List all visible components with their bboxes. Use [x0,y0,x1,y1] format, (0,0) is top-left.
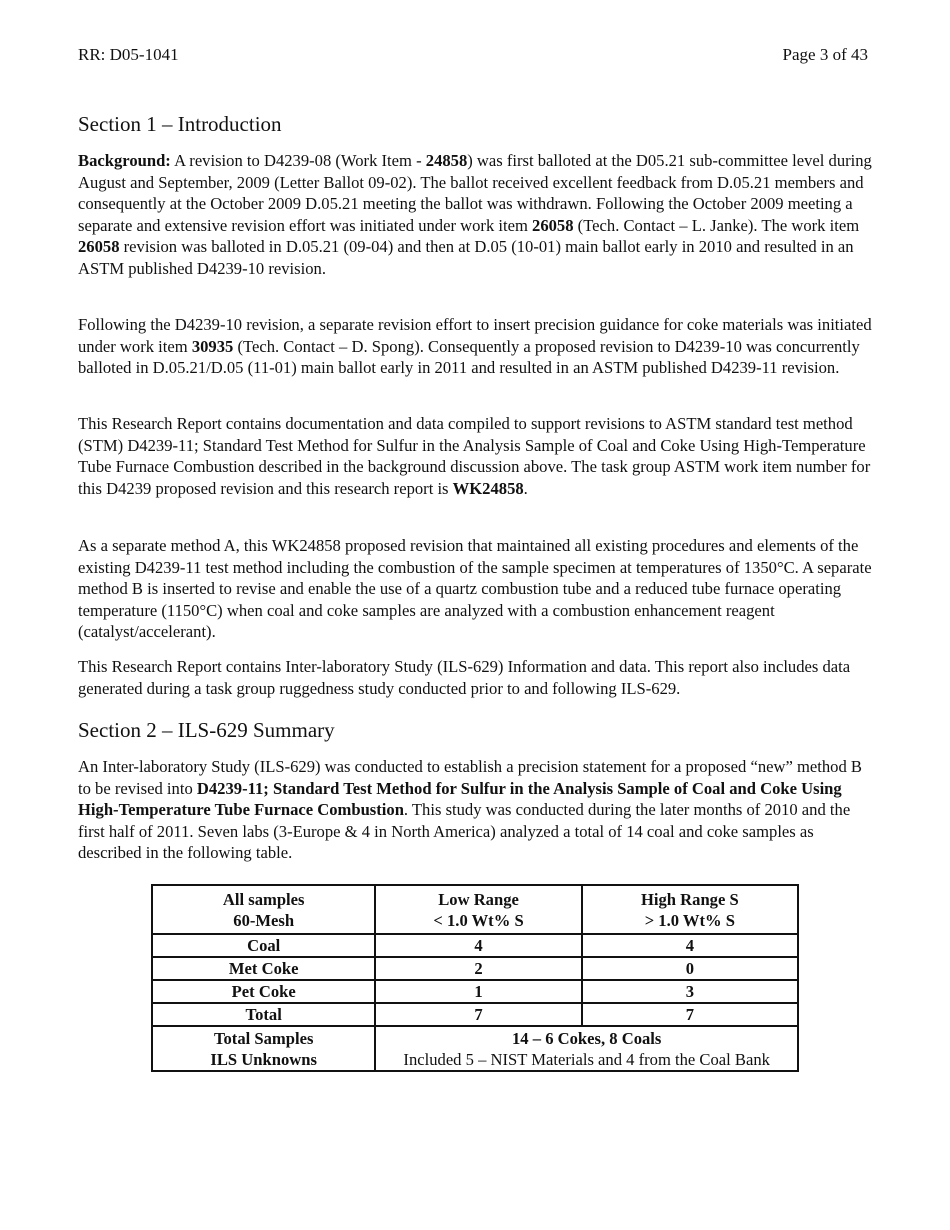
header-high-range: High Range S > 1.0 Wt% S [582,885,798,934]
background-paragraph [78,150,878,279]
footer-label: Total Samples ILS Unknowns [152,1026,375,1071]
table-row [152,957,798,980]
text-run: Following the D4239-10 revision, a separate revision effort to insert precision guidance for coke materials was initiated under work item [78,315,872,356]
row-label: Pet Coke [152,980,375,1003]
text-run: . [523,478,528,498]
high-range-value: 7 [582,1003,798,1026]
work-item-number: 24858 [425,151,468,170]
row-label: Met Coke [152,957,375,980]
text-run: (Tech. Contact – L. Janke). The work item [573,215,860,235]
text-run: An Inter-laboratory Study (ILS-629) was conducted to establish a precision statement for a proposed “new” method B to be revised into [78,757,862,798]
background-label: Background: [78,151,171,170]
table-footer-row [152,1026,798,1071]
high-range-value: 0 [582,957,798,980]
text-run: ) was first balloted at the D05.21 sub-committee level during August and September, 2009 (Letter Ballot 09-02). The ballot received excellent feedback from D.05.21 members and consequently at the October 2009 D.05.21 meeting the ballot was withdrawn. Following the October 2009 meeting a separate and extensive revision effort was initiated under work item [78,151,872,235]
table-row [152,934,798,957]
text-run: This Research Report contains documentation and data compiled to support revisions to ASTM standard test method (STM) D4239-11; Standard Test Method for Sulfur in the Analysis Sample of Coal and Coke Using High-Temperature Tube Furnace Combustion described in the background discussion above. The task group ASTM work item number for this D4239 proposed revision and this research report is [78,414,871,498]
work-item-number: 30935 [191,336,234,356]
revision-paragraph [78,314,878,379]
ils-summary-paragraph [78,756,878,864]
high-range-value: 3 [582,980,798,1003]
row-label: Total [152,1003,375,1026]
ils-sample-table [151,884,799,1072]
work-item-number: 26058 [78,237,120,256]
table-row-total [152,1003,798,1026]
text-run: . This study was conducted during the later months of 2010 and the first half of 2011. Seven labs (3-Europe & 4 in North America) analyzed a total of 14 coal and coke samples as described in the following table. [78,800,851,862]
low-range-value: 2 [375,957,581,980]
work-item-number: 26058 [532,215,574,235]
high-range-value: 4 [582,934,798,957]
header-page-number: Page 3 of 43 [782,45,868,64]
work-item-id: WK24858 [452,478,524,498]
method-paragraph: As a separate method A, this WK24858 proposed revision that maintained all existing procedures and elements of the existing D4239-11 test method including the combustion of the sample specimen at temperatures of 1350°C. A separate method B is inserted to revise and enable the use of a quartz combustion tube and a reduced tube furnace operating temperature (1150°C) when coal and coke samples are analyzed with a combustion enhancement reagent (catalyst/accelerant). [78,536,872,641]
low-range-value: 7 [375,1003,581,1026]
low-range-value: 1 [375,980,581,1003]
research-report-paragraph [78,413,878,499]
section-2-title: Section 2 – ILS-629 Summary [78,718,335,742]
text-run: A revision to D4239-08 (Work Item - [170,151,426,170]
ils-info-paragraph: This Research Report contains Inter-laboratory Study (ILS-629) Information and data. This report also includes data generated during a task group ruggedness study conducted prior to and following ILS-629. [78,657,851,698]
footer-value: 14 – 6 Cokes, 8 Coals Included 5 – NIST Materials and 4 from the Coal Bank [375,1026,798,1071]
header-all-samples: All samples 60-Mesh [152,885,375,934]
low-range-value: 4 [375,934,581,957]
section-1-title: Section 1 – Introduction [78,112,282,136]
text-run: (Tech. Contact – D. Spong). Consequently a proposed revision to D4239-10 was concurrently balloted in D.05.21/D.05 (11-01) main ballot early in 2011 and resulted in an ASTM published D4239-11 revision. [78,336,860,377]
row-label: Coal [152,934,375,957]
table-header-row [152,885,798,934]
text-run: revision was balloted in D.05.21 (09-04) and then at D.05 (10-01) main ballot early in 2010 and resulted in an ASTM published D4239-10 revision. [78,237,854,278]
header-report-id: RR: D05-1041 [78,45,179,64]
header-low-range: Low Range < 1.0 Wt% S [375,885,581,934]
table-row [152,980,798,1003]
standard-title: D4239-11; Standard Test Method for Sulfur in the Analysis Sample of Coal and Coke Using High-Temperature Tube Furnace Combustion [78,778,842,819]
